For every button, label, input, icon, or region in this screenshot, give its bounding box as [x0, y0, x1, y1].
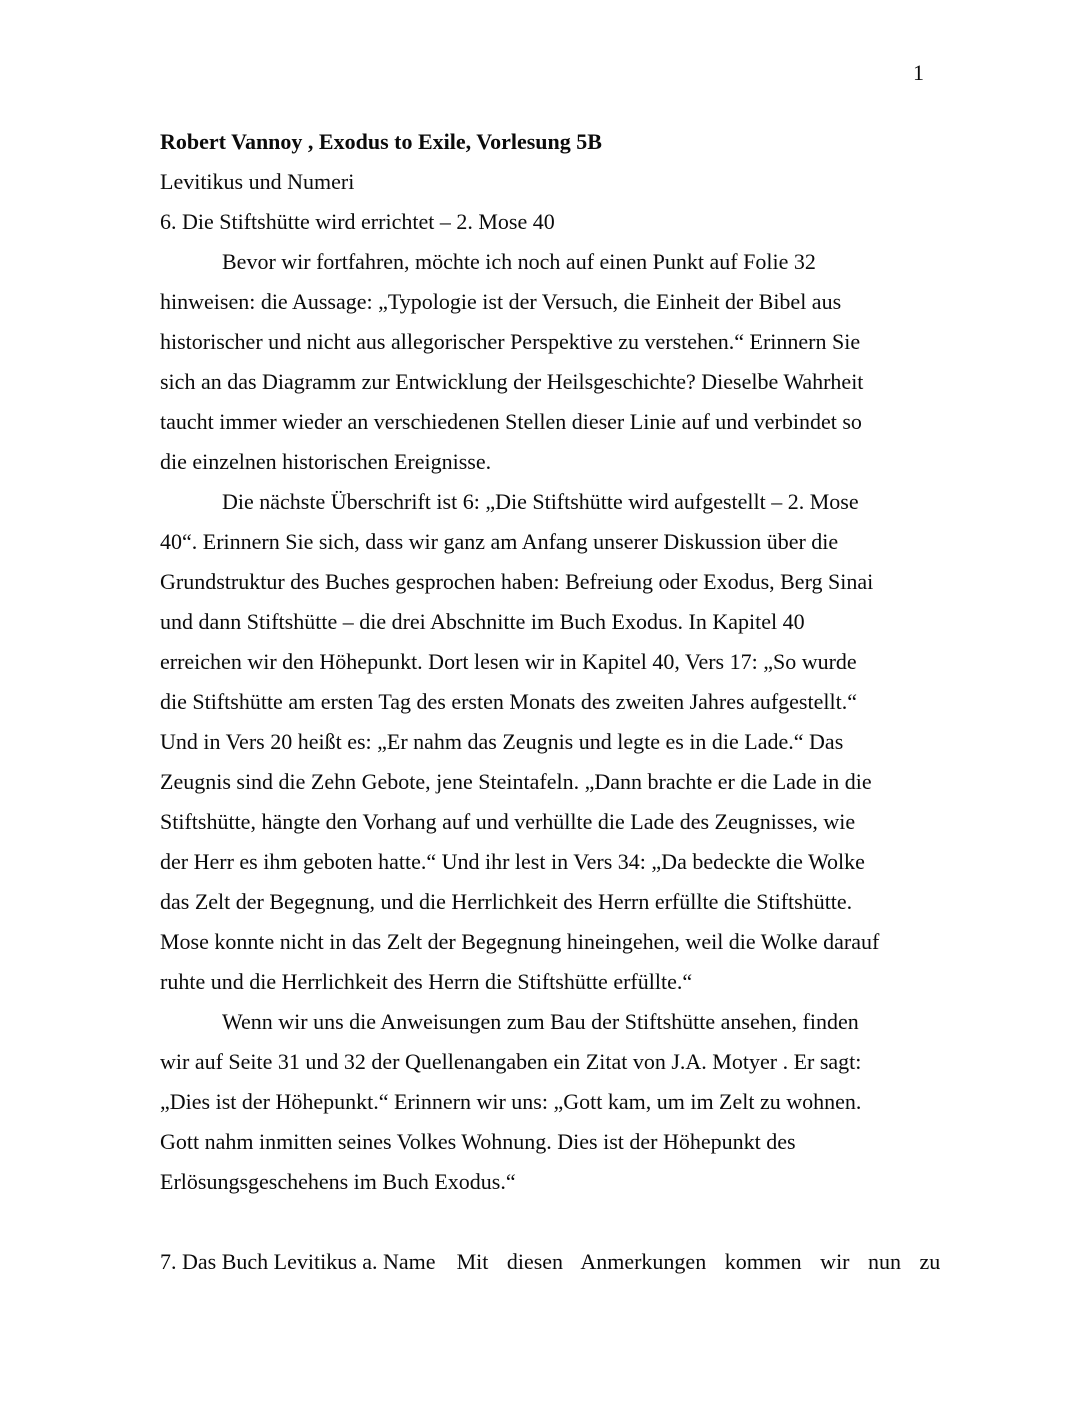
text-line: erreichen wir den Höhepunkt. Dort lesen wir in Kapitel 40, Vers 17: „So wurde: [160, 649, 857, 674]
document-title: Robert Vannoy , Exodus to Exile, Vorlesung 5B: [160, 129, 602, 154]
next-section-label: 7. Das Buch Levitikus a. Name: [160, 1249, 436, 1274]
text-line: Stiftshütte, hängte den Vorhang auf und verhüllte die Lade des Zeugnisses, wie: [160, 809, 856, 834]
text-line: der Herr es ihm geboten hatte.“ Und ihr lest in Vers 34: „Da bedeckte die Wolke: [160, 849, 865, 874]
text-line: das Zelt der Begegnung, und die Herrlichkeit des Herrn erfüllte die Stiftshütte.: [160, 889, 853, 914]
text-line: ruhte und die Herrlichkeit des Herrn die Stiftshütte erfüllte.“: [160, 969, 693, 994]
text-line: Und in Vers 20 heißt es: „Er nahm das Zeugnis und legte es in die Lade.“ Das: [160, 729, 844, 754]
text-line: sich an das Diagramm zur Entwicklung der Heilsgeschichte? Dieselbe Wahrheit: [160, 369, 864, 394]
closing-continuation: Mit diesen Anmerkungen kommen wir nun zu: [456, 1249, 941, 1274]
text-line: Gott nahm inmitten seines Volkes Wohnung. Dies ist der Höhepunkt des: [160, 1129, 796, 1154]
text-line: Erlösungsgeschehens im Buch Exodus.“: [160, 1169, 516, 1194]
text-line: 40“. Erinnern Sie sich, dass wir ganz am Anfang unserer Diskussion über die: [160, 529, 839, 554]
text-line: Grundstruktur des Buches gesprochen haben: Befreiung oder Exodus, Berg Sinai: [160, 569, 874, 594]
blank-line: [160, 1202, 950, 1242]
text-line: Wenn wir uns die Anweisungen zum Bau der Stiftshütte ansehen, finden: [222, 1009, 859, 1034]
text-line: historischer und nicht aus allegorischer Perspektive zu verstehen.“ Erinnern Sie: [160, 329, 861, 354]
text-line: wir auf Seite 31 und 32 der Quellenangaben ein Zitat von J.A. Motyer . Er sagt:: [160, 1049, 862, 1074]
text-line: Bevor wir fortfahren, möchte ich noch auf einen Punkt auf Folie 32: [222, 249, 816, 274]
text-line: hinweisen: die Aussage: „Typologie ist der Versuch, die Einheit der Bibel aus: [160, 289, 842, 314]
page-number: 1: [913, 60, 924, 85]
text-line: die einzelnen historischen Ereignisse.: [160, 449, 492, 474]
text-line: taucht immer wieder an verschiedenen Stellen dieser Linie auf und verbindet so: [160, 409, 862, 434]
section-heading: 6. Die Stiftshütte wird errichtet – 2. Mose 40: [160, 209, 555, 234]
text-line: Zeugnis sind die Zehn Gebote, jene Steintafeln. „Dann brachte er die Lade in die: [160, 769, 872, 794]
text-line: Mose konnte nicht in das Zelt der Begegnung hineingehen, weil die Wolke darauf: [160, 929, 880, 954]
text-line: „Dies ist der Höhepunkt.“ Erinnern wir uns: „Gott kam, um im Zelt zu wohnen.: [160, 1089, 862, 1114]
text-line: und dann Stiftshütte – die drei Abschnitte im Buch Exodus. In Kapitel 40: [160, 609, 805, 634]
text-line: die Stiftshütte am ersten Tag des ersten Monats des zweiten Jahres aufgestellt.“: [160, 689, 857, 714]
document-content: [160, 122, 950, 1282]
document-subtitle: Levitikus und Numeri: [160, 169, 355, 194]
closing-line: [160, 1242, 950, 1282]
text-line: Die nächste Überschrift ist 6: „Die Stiftshütte wird aufgestellt – 2. Mose: [222, 489, 859, 514]
